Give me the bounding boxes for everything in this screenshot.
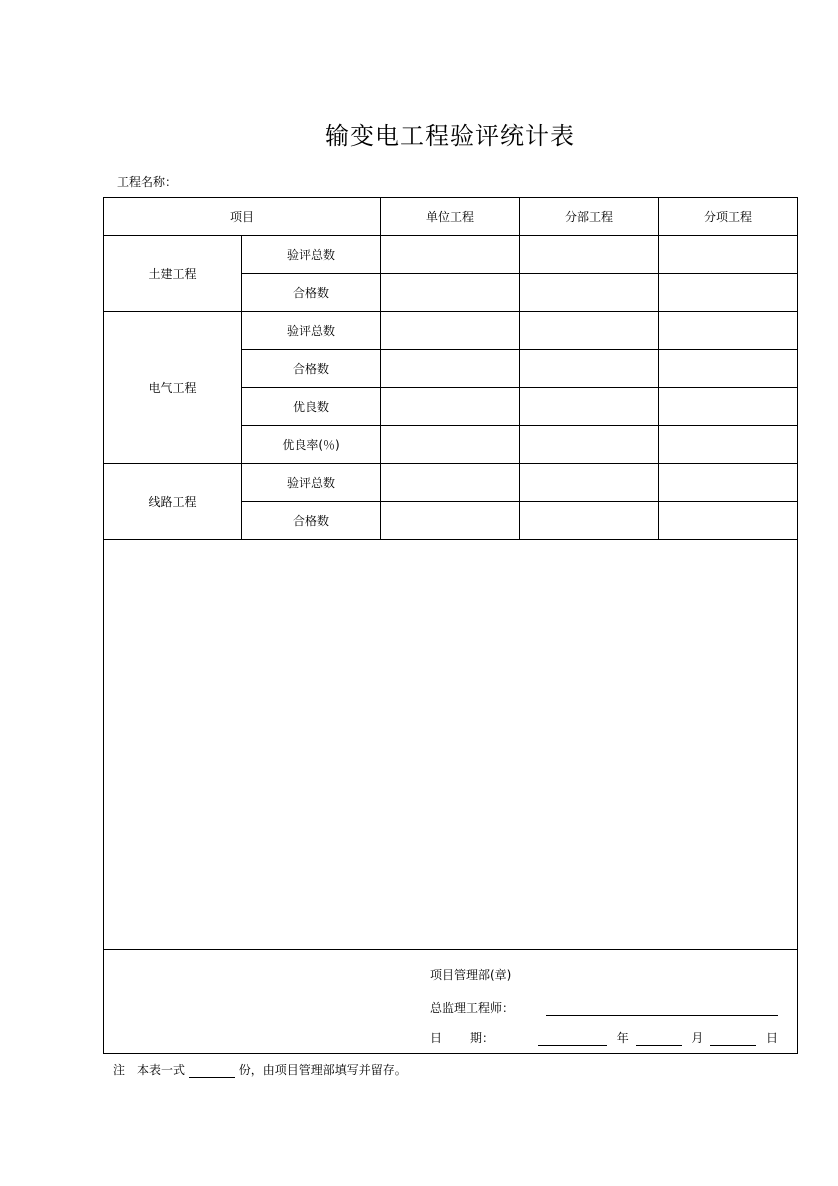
row-label: 验评总数: [242, 236, 381, 274]
chief-supervisor-field[interactable]: [546, 1003, 778, 1016]
row-label: 合格数: [242, 274, 381, 312]
group-electrical: 电气工程: [104, 312, 242, 464]
year-field[interactable]: [538, 1033, 607, 1046]
header-item: 项目: [104, 198, 381, 236]
division-cell[interactable]: [520, 236, 659, 274]
row-label: 合格数: [242, 350, 381, 388]
table-row: [104, 312, 798, 350]
unit-cell[interactable]: [381, 426, 520, 464]
division-cell[interactable]: [520, 274, 659, 312]
row-label: 验评总数: [242, 464, 381, 502]
note-label: 注: [113, 1063, 126, 1077]
day-label: 日: [766, 1031, 779, 1045]
division-cell[interactable]: [520, 464, 659, 502]
remarks-area[interactable]: [104, 540, 798, 950]
header-unit-project: 单位工程: [381, 198, 520, 236]
division-cell[interactable]: [520, 502, 659, 540]
subitem-cell[interactable]: [659, 502, 798, 540]
signature-block: [104, 950, 798, 1054]
unit-cell[interactable]: [381, 464, 520, 502]
table-row: [104, 236, 798, 274]
copies-field[interactable]: [189, 1065, 235, 1078]
unit-cell[interactable]: [381, 350, 520, 388]
footnote: [113, 1061, 407, 1078]
date-line: [430, 1029, 778, 1046]
date-label-1: 日: [430, 1031, 443, 1045]
header-subitem-project: 分项工程: [659, 198, 798, 236]
note-part1: 本表一式: [137, 1063, 186, 1077]
header-division-project: 分部工程: [520, 198, 659, 236]
table-header-row: [104, 198, 798, 236]
day-field[interactable]: [710, 1033, 756, 1046]
statistics-table: [103, 197, 798, 1054]
subitem-cell[interactable]: [659, 350, 798, 388]
month-field[interactable]: [636, 1033, 682, 1046]
page-title: 输变电工程验评统计表: [325, 122, 575, 150]
division-cell[interactable]: [520, 426, 659, 464]
division-cell[interactable]: [520, 312, 659, 350]
division-cell[interactable]: [520, 388, 659, 426]
month-label: 月: [691, 1031, 704, 1045]
unit-cell[interactable]: [381, 388, 520, 426]
row-label: 优良率(％): [242, 426, 381, 464]
dept-seal-line: [430, 966, 511, 983]
subitem-cell[interactable]: [659, 312, 798, 350]
subitem-cell[interactable]: [659, 388, 798, 426]
note-part2: 份，由项目管理部填写并留存。: [238, 1063, 407, 1077]
table-row: [104, 464, 798, 502]
subitem-cell[interactable]: [659, 274, 798, 312]
dept-seal-label: 项目管理部(章): [430, 968, 512, 982]
chief-supervisor-label: 总监理工程师：: [430, 1001, 515, 1015]
row-label: 合格数: [242, 502, 381, 540]
row-label: 优良数: [242, 388, 381, 426]
date-label-2: 期：: [470, 1031, 495, 1045]
project-name-label: 工程名称：: [117, 175, 178, 189]
row-label: 验评总数: [242, 312, 381, 350]
unit-cell[interactable]: [381, 312, 520, 350]
group-line: 线路工程: [104, 464, 242, 540]
subitem-cell[interactable]: [659, 426, 798, 464]
division-cell[interactable]: [520, 350, 659, 388]
year-label: 年: [616, 1031, 629, 1045]
unit-cell[interactable]: [381, 502, 520, 540]
subitem-cell[interactable]: [659, 464, 798, 502]
unit-cell[interactable]: [381, 236, 520, 274]
unit-cell[interactable]: [381, 274, 520, 312]
signature-row: [104, 950, 798, 1054]
remarks-row: [104, 540, 798, 950]
subitem-cell[interactable]: [659, 236, 798, 274]
chief-supervisor-line: [430, 999, 778, 1016]
group-civil: 土建工程: [104, 236, 242, 312]
